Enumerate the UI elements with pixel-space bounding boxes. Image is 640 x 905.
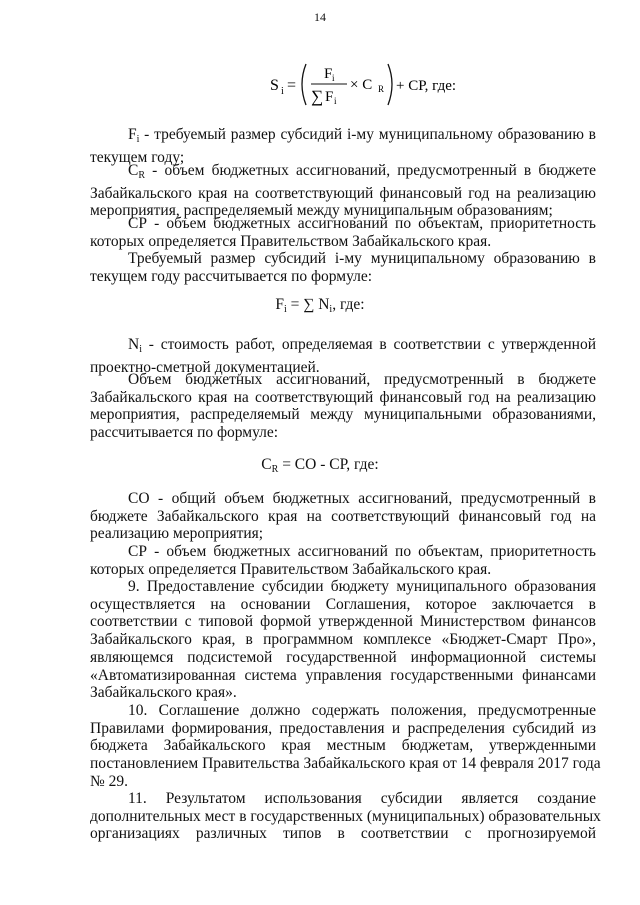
formula-si-den-sub: i (334, 96, 337, 106)
p9-l6: «Автоматизированная система управления государственными финансами (90, 666, 596, 684)
formula-si-times-cr: × C (350, 77, 373, 93)
paragraph-11 (90, 790, 601, 843)
formula-si-cr-sub: R (378, 84, 385, 94)
formula-si-sum: ∑ (311, 87, 324, 106)
formula-si-num-sub: i (332, 73, 335, 83)
formula-si-left-paren (302, 64, 306, 105)
paragraph-cr-intro (90, 371, 596, 442)
formula-fi-n-sub: i (329, 304, 333, 315)
p1-l1: - требуемый размер субсидий i-му муниципальному образованию в (139, 126, 596, 143)
p11-l2: дополнительных мест в государственных (муниципальных) образовательных (90, 807, 601, 825)
p9-l1: 9. Предоставление субсидии бюджету муниципального образования (128, 578, 596, 595)
formula-si-den: F (325, 89, 334, 105)
page-number: 14 (314, 10, 326, 24)
p9-l7: Забайкальского края». (90, 684, 237, 702)
p3-l2: которых определяется Правительством Забайкальского края. (90, 232, 492, 250)
p7-l3: реализацию мероприятия; (90, 525, 264, 543)
p10-l2: Правилами формирования, предоставления и распределения субсидий из (90, 719, 596, 737)
p2-l3: мероприятия, распределяемый между муниципальным образованиям; (90, 202, 553, 220)
p2-l1: - объем бюджетных ассигнований, предусмотренный в бюджете (145, 162, 596, 179)
p5-l1: - стоимость работ, определяемая в соответствии с утвержденной (141, 336, 596, 353)
p5-l2: проектно-сметной документацией. (90, 358, 320, 376)
paragraph-10 (90, 702, 601, 791)
p11-l1: 11. Результатом использования субсидии является создание (128, 790, 596, 807)
p6-l3: мероприятия, распределяемый между муниципальными образованиями, (90, 406, 596, 424)
p10-l1: 10. Соглашение должно содержать положения, предусмотренные (128, 702, 596, 719)
var-fi-sub: i (136, 134, 140, 145)
p7-l1: СО - общий объем бюджетных ассигнований, предусмотренный в (128, 490, 596, 507)
formula-si-lhs-sub: i (281, 86, 284, 97)
formula-si-right-paren (388, 64, 392, 105)
formula-cr-c-sub: R (271, 464, 279, 475)
formula-fi-tail: , где: (332, 296, 365, 313)
p2-l2: Забайкальского края на соответствующий финансовый год на реализацию (90, 184, 596, 202)
formula-si (268, 58, 468, 110)
paragraph-co-definition (90, 490, 596, 543)
p7-l2: бюджете Забайкальского края на соответствующий финансовый год на (90, 507, 596, 525)
paragraph-fi-intro (90, 250, 596, 285)
p9-l2: осуществляется на основании Соглашения, которое заключается в (90, 595, 596, 613)
paragraph-fi-definition (90, 126, 596, 166)
formula-si-eq: = (287, 77, 297, 94)
var-cr: С (128, 162, 139, 179)
p9-l4: Забайкальского края, в программном комплексе «Бюджет-Смарт Про», (90, 631, 596, 649)
p9-l3: соответствии с типовой формой утвержденной Министерством финансов (90, 613, 596, 631)
p8-l1: СР - объем бюджетных ассигнований по объектам, приоритетность (128, 543, 596, 560)
formula-cr (0, 456, 640, 475)
p11-l3: организациях различных типов в соответствии с прогнозируемой (90, 825, 596, 843)
p4-l2: текущем году рассчитывается по формуле: (90, 267, 373, 285)
formula-si-tail: + СР, где: (396, 78, 457, 94)
formula-fi-f-sub: i (284, 304, 287, 315)
p8-l2: которых определяется Правительством Забайкальского края. (90, 560, 492, 578)
paragraph-cr-definition (90, 162, 596, 220)
p10-l5: № 29. (90, 772, 129, 790)
formula-si-num: F (324, 66, 333, 82)
p10-l4: постановлением Правительства Забайкальского края от 14 февраля 2017 года (90, 755, 601, 773)
paragraph-cp-definition (90, 215, 596, 250)
p6-l2: Забайкальского края на соответствующий финансовый год на реализацию (90, 388, 596, 406)
formula-cr-tail: = СО - СР, где: (278, 456, 379, 473)
var-ni-sub: i (139, 344, 142, 355)
paragraph-cp-definition-2 (90, 543, 596, 578)
var-fi: F (128, 126, 137, 143)
formula-fi-f: F (275, 296, 284, 313)
p6-l1: Объем бюджетных ассигнований, предусмотренный в бюджете (128, 371, 596, 388)
var-ni: N (128, 336, 140, 353)
p10-l3: бюджета Забайкальского края местным бюджетам, утвержденными (90, 737, 596, 755)
formula-si-lhs: S (270, 77, 279, 94)
formula-si-svg (268, 58, 468, 110)
p6-l4: рассчитывается по формуле: (90, 424, 279, 442)
p4-l1: Требуемый размер субсидий i-му муниципальному образованию в (128, 250, 596, 267)
p3-l1: СР - объем бюджетных ассигнований по объектам, приоритетность (128, 215, 596, 232)
formula-cr-c: С (261, 456, 272, 473)
formula-fi-mid: = ∑ N (286, 296, 330, 313)
p1-l2: текущем году; (90, 148, 185, 166)
formula-fi (0, 296, 640, 315)
paragraph-9 (90, 578, 596, 702)
var-cr-sub: R (138, 170, 146, 181)
p9-l5: являющемся подсистемой государственной информационной системы (90, 648, 596, 666)
